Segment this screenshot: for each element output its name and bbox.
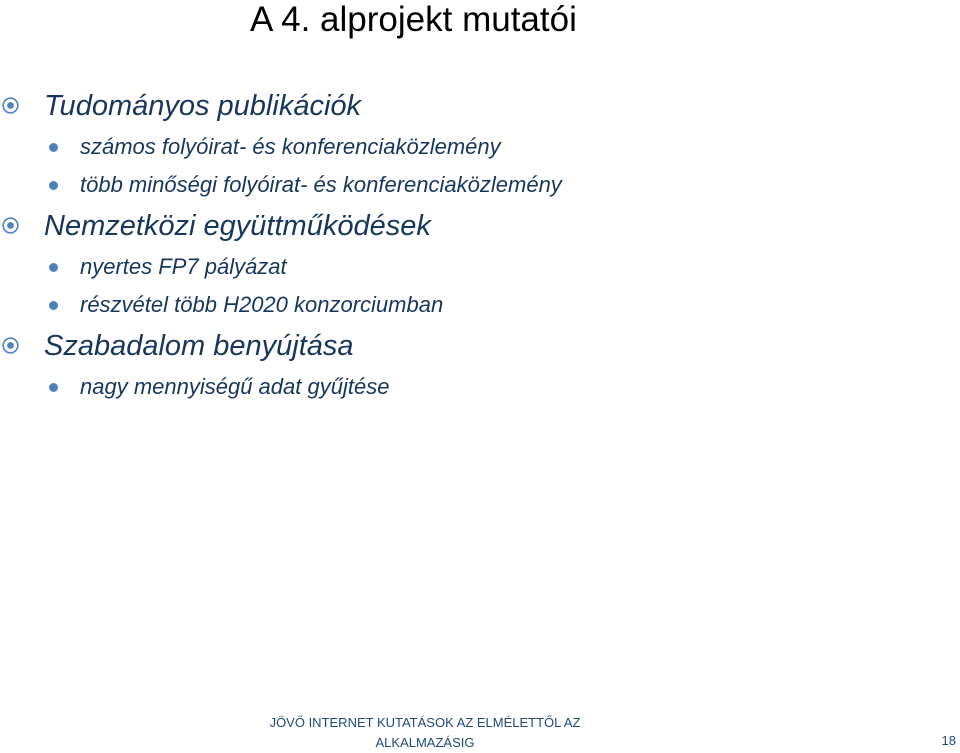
dot-bullet-icon (49, 383, 58, 392)
target-bullet-icon (2, 217, 19, 234)
dot-bullet-icon (49, 263, 58, 272)
list-item-text: nagy mennyiségű adat gyűjtése (80, 374, 390, 399)
list-item-text: részvétel több H2020 konzorciumban (80, 292, 444, 317)
list-item (0, 286, 940, 324)
section-heading-text: Tudományos publikációk (44, 90, 362, 122)
list-item (0, 248, 940, 286)
dot-bullet-icon (49, 181, 58, 190)
dot-bullet-icon (49, 301, 58, 310)
list-item (0, 128, 940, 166)
section-heading (0, 204, 940, 248)
footer-title (260, 713, 590, 753)
list-item (0, 166, 940, 204)
list-item-text: több minőségi folyóirat- és konferenciaközlemény (80, 172, 562, 197)
dot-bullet-icon (49, 143, 58, 152)
section-heading (0, 84, 940, 128)
section-heading (0, 324, 940, 368)
footer-line-1: JÖVŐ INTERNET KUTATÁSOK AZ ELMÉLETTŐL AZ (269, 715, 581, 730)
list-item-text: nyertes FP7 pályázat (80, 254, 287, 279)
section-heading-text: Szabadalom benyújtása (44, 330, 354, 362)
section-heading-text: Nemzetközi együttműködések (44, 210, 431, 242)
list-item (0, 368, 940, 406)
footer-line-2: ALKALMAZÁSIG (375, 735, 475, 750)
slide-content (0, 84, 940, 406)
slide-title: A 4. alprojekt mutatói (250, 0, 577, 39)
target-bullet-icon (2, 337, 19, 354)
page-number: 18 (941, 733, 956, 748)
list-item-text: számos folyóirat- és konferenciaközlemény (80, 134, 501, 159)
target-bullet-icon (2, 97, 19, 114)
